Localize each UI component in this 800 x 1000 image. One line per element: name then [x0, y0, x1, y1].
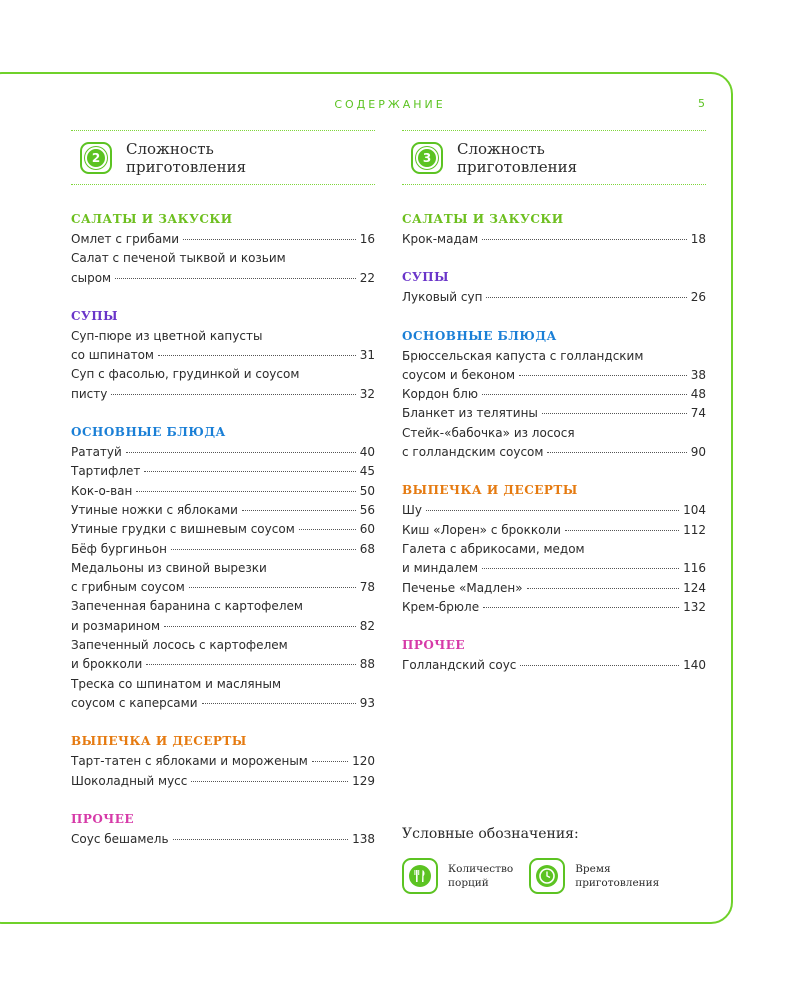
dot-leader	[565, 530, 679, 531]
section-title: ПРОЧЕЕ	[71, 811, 135, 826]
entry-title-line: Брюссельская капуста с голландским	[402, 348, 644, 363]
legend-label-time: Время приготовления	[575, 863, 660, 889]
difficulty-header	[402, 131, 706, 184]
entry-title: Тарт-татен с яблоками и мороженым	[71, 754, 308, 769]
entry-title: писту	[71, 386, 108, 401]
page-ref: 104	[683, 503, 706, 518]
entry-line	[71, 694, 375, 713]
toc-entry	[402, 501, 706, 520]
entry-line	[71, 269, 375, 288]
difficulty-level-number: 3	[416, 147, 438, 169]
section-title: ВЫПЕЧКА И ДЕСЕРТЫ	[402, 483, 578, 498]
toc-entry	[71, 365, 375, 404]
dot-leader	[520, 665, 679, 666]
difficulty-header	[71, 131, 375, 184]
toc-entry	[71, 675, 375, 714]
dot-leader	[312, 761, 348, 762]
toc-entry	[71, 636, 375, 675]
entry-title-line: Запеченная баранина с картофелем	[71, 599, 303, 614]
toc-entry	[71, 540, 375, 559]
page-ref: 56	[359, 502, 375, 517]
toc-entry	[71, 597, 375, 636]
toc-section	[71, 731, 375, 791]
entry-title: Кордон блю	[402, 387, 478, 402]
legend-title: Условные обозначения:	[402, 826, 579, 842]
dot-leader	[171, 549, 356, 550]
entry-title: Омлет с грибами	[71, 232, 180, 246]
section-title: САЛАТЫ И ЗАКУСКИ	[402, 212, 564, 226]
toc-entry	[402, 424, 706, 463]
toc-entry	[71, 230, 375, 249]
entry-line	[71, 482, 375, 501]
page-ref: 38	[690, 367, 706, 382]
toc-section	[402, 480, 706, 617]
toc-entry	[71, 462, 375, 481]
entry-title: с голландским соусом	[402, 445, 544, 460]
difficulty-label: Сложность приготовления	[126, 139, 247, 176]
entry-title: соусом и беконом	[402, 367, 516, 382]
page-ref: 124	[683, 580, 706, 595]
entry-line	[402, 559, 706, 578]
toc-section	[71, 209, 375, 288]
page-ref: 88	[359, 657, 375, 672]
dot-leader	[482, 239, 687, 240]
page-ref: 40	[359, 445, 375, 460]
page-ref: 129	[352, 773, 375, 788]
entry-title: Шу	[402, 503, 422, 518]
section-title: ПРОЧЕЕ	[402, 638, 466, 653]
entry-line	[71, 617, 375, 636]
page-ref: 48	[690, 387, 706, 402]
dot-leader	[299, 529, 356, 530]
toc-entry	[402, 230, 706, 249]
page-title: СОДЕРЖАНИЕ	[334, 98, 446, 111]
entry-line	[402, 404, 706, 423]
dot-leader	[126, 452, 356, 453]
page-ref: 18	[690, 232, 706, 246]
section-title: СУПЫ	[71, 308, 119, 323]
dot-leader	[173, 839, 349, 840]
toc-entry	[71, 443, 375, 462]
entry-line	[71, 752, 375, 771]
dot-leader	[426, 510, 679, 511]
page-ref: 120	[352, 754, 375, 769]
entry-line	[402, 521, 706, 540]
dot-leader	[547, 452, 686, 453]
entry-title: с грибным соусом	[71, 580, 185, 595]
entry-title: Шоколадный мусс	[71, 773, 188, 788]
clock-icon	[529, 858, 565, 894]
page-ref: 140	[683, 658, 706, 673]
toc-entry	[71, 830, 375, 849]
toc-entry	[71, 327, 375, 366]
toc-sections	[71, 185, 375, 849]
page-ref: 93	[359, 695, 375, 710]
entry-line	[71, 346, 375, 365]
entry-line	[402, 579, 706, 598]
entry-line	[402, 443, 706, 462]
page-ref: 60	[359, 522, 375, 537]
entry-title: Киш «Лорен» с брокколи	[402, 522, 561, 537]
dot-leader	[189, 587, 356, 588]
page-ref: 45	[359, 464, 375, 479]
entry-title-line: Суп-пюре из цветной капусты	[71, 328, 263, 343]
entry-title: и розмарином	[71, 618, 161, 633]
dot-leader	[146, 664, 355, 665]
dot-leader	[542, 413, 687, 414]
entry-title: Утиные ножки с яблоками	[71, 502, 238, 517]
entry-title: Тартифлет	[71, 464, 141, 479]
entry-line	[71, 578, 375, 597]
page-ref: 26	[690, 290, 706, 305]
page-ref: 22	[359, 270, 375, 285]
entry-line	[71, 462, 375, 481]
entry-title: Печенье «Мадлен»	[402, 580, 523, 595]
toc-entry	[71, 482, 375, 501]
entry-title-line: Суп с фасолью, грудинкой и соусом	[71, 367, 300, 382]
toc-entry	[71, 752, 375, 771]
legend-label-servings: Количество порций	[448, 863, 514, 889]
entry-line	[402, 385, 706, 404]
legend	[402, 826, 722, 894]
page-ref: 32	[359, 386, 375, 401]
toc-entry	[402, 540, 706, 579]
dot-leader	[486, 297, 686, 298]
toc-entry	[71, 501, 375, 520]
toc-section	[402, 209, 706, 249]
page-ref: 116	[683, 561, 706, 576]
difficulty-badge	[80, 142, 112, 174]
section-title: ОСНОВНЫЕ БЛЮДА	[402, 328, 557, 343]
toc-entry	[402, 521, 706, 540]
entry-title: Крок-мадам	[402, 232, 479, 246]
page-ref: 31	[359, 348, 375, 363]
toc-column-level-3	[402, 130, 706, 693]
toc-section	[402, 635, 706, 675]
entry-line	[71, 655, 375, 674]
entry-line	[402, 366, 706, 385]
dot-leader	[202, 703, 356, 704]
page-ref: 74	[690, 406, 706, 421]
page-ref: 68	[359, 541, 375, 556]
entry-title: соусом с каперсами	[71, 695, 198, 710]
entry-title: Утиные грудки с вишневым соусом	[71, 522, 295, 537]
entry-title: Крем-брюле	[402, 599, 480, 614]
dot-leader	[115, 278, 356, 279]
page-ref: 138	[352, 831, 375, 846]
legend-item-servings	[402, 858, 513, 894]
page-ref: 78	[359, 580, 375, 595]
entry-title-line: Медальоны из свиной вырезки	[71, 560, 267, 575]
dot-leader	[164, 626, 356, 627]
entry-title-line: Треска со шпинатом и масляным	[71, 676, 281, 691]
toc-section	[402, 267, 706, 307]
toc-entry	[402, 579, 706, 598]
dot-leader	[136, 491, 355, 492]
fork-knife-icon	[402, 858, 438, 894]
entry-title: Луковый суп	[402, 290, 483, 305]
toc-entry	[402, 347, 706, 386]
dot-leader	[144, 471, 355, 472]
entry-title: Голландский соус	[402, 658, 517, 673]
entry-title: сыром	[71, 270, 112, 285]
entry-line	[402, 656, 706, 675]
toc-section	[71, 306, 375, 404]
toc-section	[71, 422, 375, 713]
entry-title: Бёф бургиньон	[71, 541, 168, 556]
toc-sections	[402, 185, 706, 675]
toc-entry	[402, 598, 706, 617]
dot-leader	[158, 355, 356, 356]
toc-entry	[71, 520, 375, 539]
page-ref: 112	[683, 522, 706, 537]
dot-leader	[111, 394, 355, 395]
entry-title-line: Стейк-«бабочка» из лосося	[402, 425, 575, 440]
toc-entry	[402, 385, 706, 404]
entry-title: и миндалем	[402, 561, 479, 576]
difficulty-label: Сложность приготовления	[457, 139, 578, 176]
toc-entry	[402, 288, 706, 307]
page-ref: 50	[359, 483, 375, 498]
entry-line	[71, 540, 375, 559]
entry-title-line: Салат с печеной тыквой и козьим	[71, 251, 286, 266]
page-ref: 90	[690, 445, 706, 460]
difficulty-level-number: 2	[85, 147, 107, 169]
difficulty-badge	[411, 142, 443, 174]
page-number: 5	[698, 97, 705, 110]
toc-entry	[71, 772, 375, 791]
section-title: ОСНОВНЫЕ БЛЮДА	[71, 425, 226, 440]
entry-line	[71, 443, 375, 462]
dot-leader	[242, 510, 356, 511]
entry-title: со шпинатом	[71, 348, 154, 363]
page-ref: 16	[359, 232, 375, 246]
entry-line	[402, 598, 706, 617]
entry-title-line: Запеченный лосось с картофелем	[71, 638, 288, 653]
dot-leader	[527, 588, 680, 589]
toc-entry	[71, 559, 375, 598]
entry-line	[71, 772, 375, 791]
entry-line	[71, 830, 375, 849]
dot-leader	[519, 375, 687, 376]
entry-line	[71, 501, 375, 520]
entry-title-line: Галета с абрикосами, медом	[402, 541, 585, 556]
dot-leader	[482, 568, 679, 569]
toc-column-level-2	[71, 130, 375, 867]
dot-leader	[483, 607, 679, 608]
entry-line	[71, 230, 375, 249]
toc-entry	[402, 404, 706, 423]
entry-line	[71, 520, 375, 539]
entry-line	[402, 288, 706, 307]
toc-entry	[402, 656, 706, 675]
entry-title: Бланкет из телятины	[402, 406, 538, 421]
toc-section	[402, 326, 706, 463]
section-title: СУПЫ	[402, 270, 450, 285]
entry-title: Рататуй	[71, 445, 122, 460]
dot-leader	[191, 781, 348, 782]
section-title: САЛАТЫ И ЗАКУСКИ	[71, 212, 233, 226]
entry-line	[402, 230, 706, 249]
entry-line	[402, 501, 706, 520]
dot-leader	[482, 394, 687, 395]
entry-line	[71, 385, 375, 404]
page-ref: 82	[359, 618, 375, 633]
section-title: ВЫПЕЧКА И ДЕСЕРТЫ	[71, 734, 247, 749]
page-ref: 132	[683, 599, 706, 614]
toc-entry	[71, 249, 375, 288]
toc-section	[71, 809, 375, 849]
legend-item-time	[529, 858, 659, 894]
dot-leader	[183, 239, 356, 240]
entry-title: Соус бешамель	[71, 831, 169, 846]
entry-title: и брокколи	[71, 657, 143, 672]
entry-title: Кок-о-ван	[71, 483, 133, 498]
